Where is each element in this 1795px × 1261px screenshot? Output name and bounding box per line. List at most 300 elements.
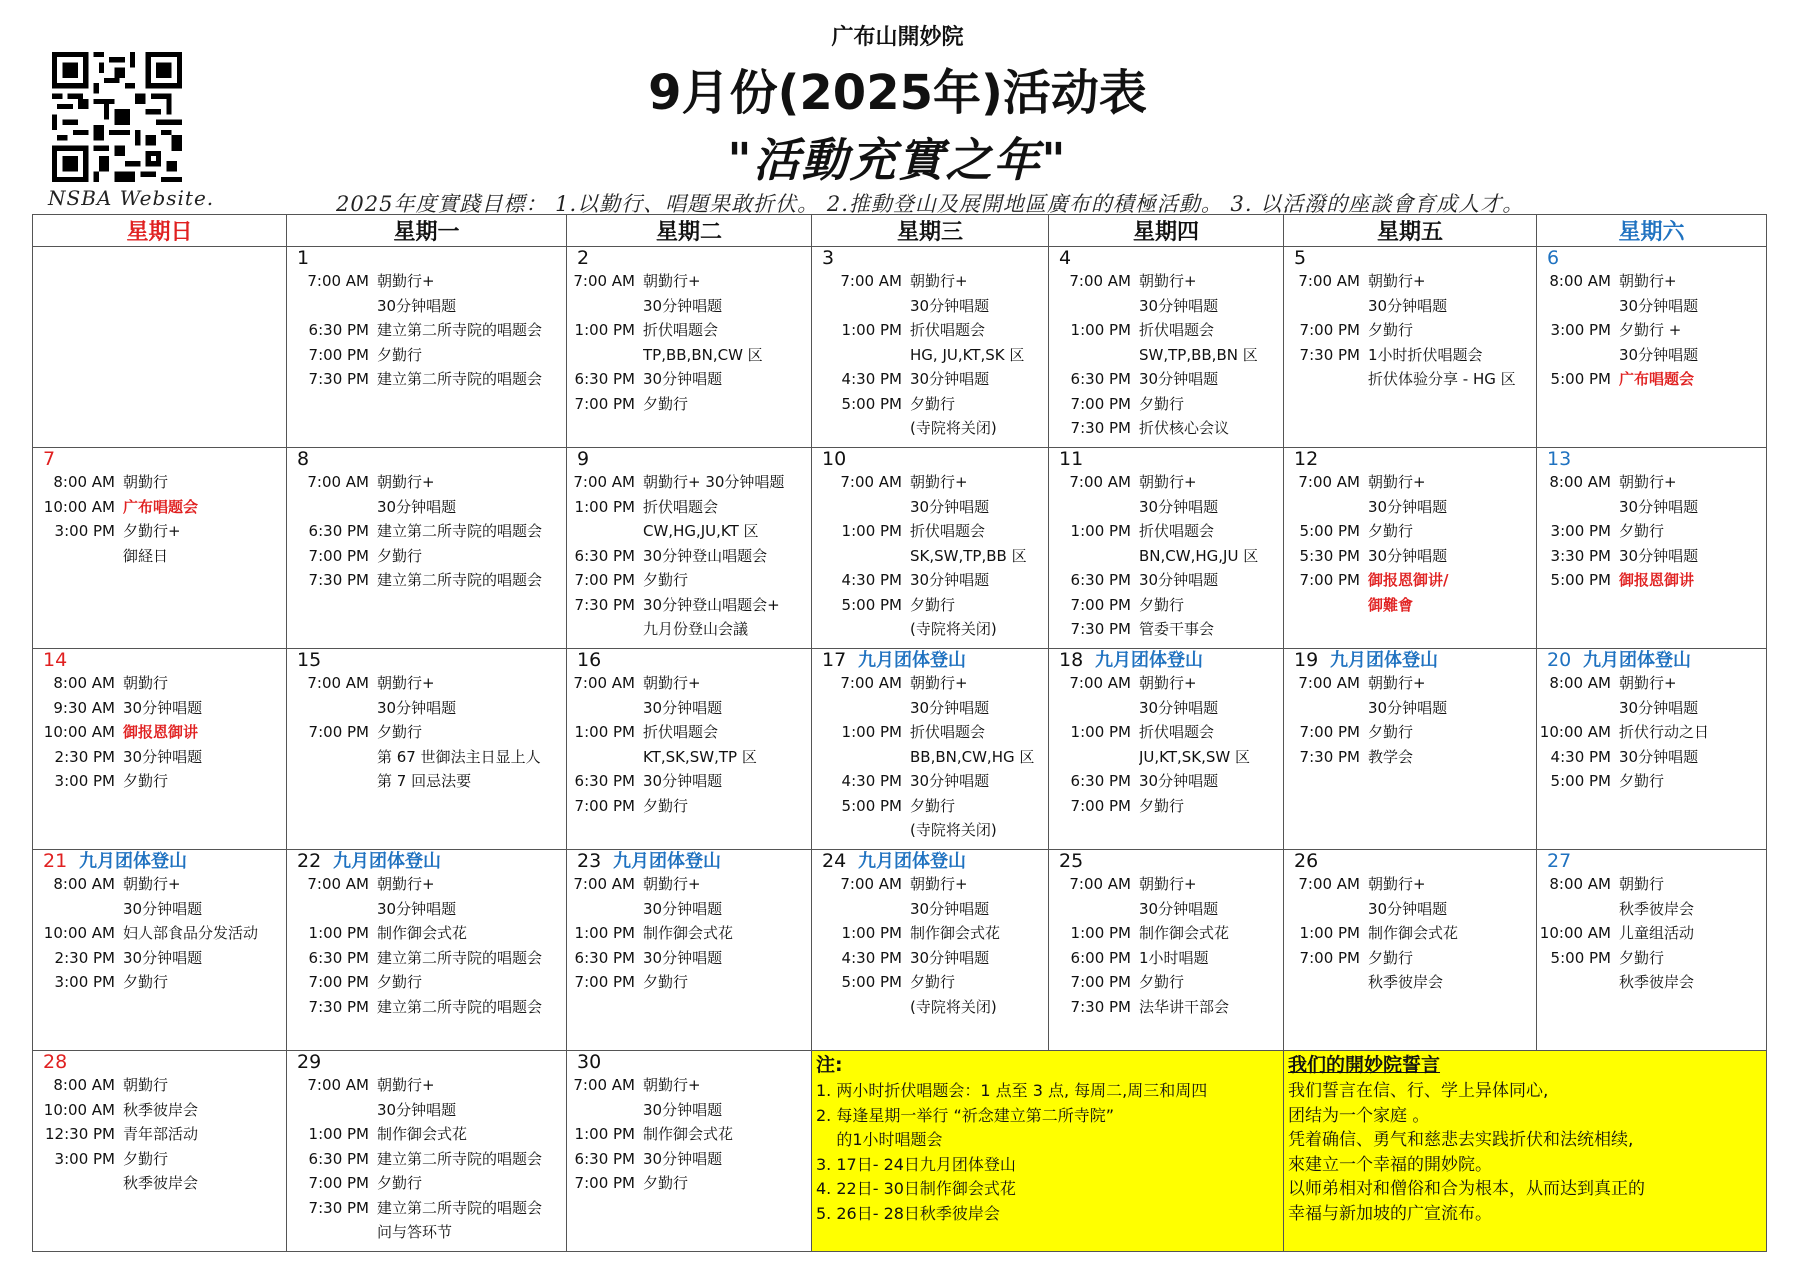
schedule-time: 5:00 PM xyxy=(841,394,902,413)
day-number-row xyxy=(1284,448,1536,470)
schedule-time xyxy=(812,416,910,441)
motto: "活動充實之年" xyxy=(727,133,1068,187)
schedule-time: 7:00 PM xyxy=(1299,948,1360,967)
day-number: 19 xyxy=(1294,649,1319,671)
schedule-item xyxy=(567,470,811,495)
schedule-activity: 30分钟唱题 xyxy=(377,1100,457,1119)
week-row xyxy=(33,850,1767,1051)
schedule-time: 7:00 AM xyxy=(573,473,635,491)
day-number-row xyxy=(567,247,811,269)
schedule-activity: 秋季彼岸会 xyxy=(123,1100,199,1119)
schedule-time: 7:00 PM xyxy=(308,345,369,364)
schedule-time: 7:00 PM xyxy=(574,973,635,991)
schedule-item xyxy=(1049,671,1283,696)
schedule-item xyxy=(1537,544,1766,569)
schedule-time xyxy=(1284,696,1368,721)
schedule-activity: 30分钟唱题 xyxy=(910,948,990,967)
schedule-activity: 30分钟唱题 xyxy=(377,899,457,918)
schedule-activity: 秋季彼岸会 xyxy=(1619,899,1695,918)
schedule-activity: HG, JU,KT,SK 区 xyxy=(910,345,1025,364)
schedule-time: 7:30 PM xyxy=(1070,997,1131,1016)
schedule-item xyxy=(1284,696,1536,721)
schedule-activity: 30分钟唱题 xyxy=(910,370,990,388)
schedule-time: 4:30 PM xyxy=(841,772,902,790)
schedule-time: 6:00 PM xyxy=(1070,948,1131,967)
schedule-activity: 朝勤行+ xyxy=(1619,674,1677,692)
schedule-item xyxy=(567,367,811,392)
schedule-item xyxy=(1049,897,1283,922)
schedule-item xyxy=(1537,343,1766,368)
schedule-activity: SW,TP,BB,BN 区 xyxy=(1139,345,1258,364)
day-cell xyxy=(287,1051,567,1252)
schedule-item xyxy=(1537,470,1766,495)
schedule-item xyxy=(812,269,1048,294)
schedule-item xyxy=(567,1122,811,1147)
schedule-item xyxy=(287,544,566,569)
schedule-activity: 广布唱题会 xyxy=(1619,370,1695,388)
day-cell xyxy=(812,247,1049,448)
schedule-time: 1:00 PM xyxy=(1299,924,1360,942)
schedule-activity: 建立第二所寺院的唱题会 xyxy=(377,571,543,589)
schedule-time: 3:00 PM xyxy=(1550,321,1611,339)
schedule-time: 8:00 AM xyxy=(53,875,115,893)
schedule-activity: 夕勤行 xyxy=(910,595,956,614)
schedule-item xyxy=(1284,269,1536,294)
day-cell xyxy=(33,448,287,649)
schedule-time: 7:00 PM xyxy=(1070,796,1131,815)
schedule-item xyxy=(287,946,566,971)
day-event-label: 九月团体登山 xyxy=(333,851,441,872)
schedule-activity: 夕勤行 xyxy=(377,973,423,991)
schedule-time xyxy=(33,544,123,569)
day-number: 24 xyxy=(822,850,847,872)
schedule-activity: 广布唱题会 xyxy=(123,497,199,516)
schedule-item xyxy=(33,769,286,794)
schedule-item xyxy=(33,671,286,696)
schedule-activity: 法华讲干部会 xyxy=(1139,997,1230,1016)
schedule-activity: 建立第二所寺院的唱题会 xyxy=(377,321,543,339)
week-row xyxy=(33,649,1767,850)
schedule-time: 7:00 AM xyxy=(1298,875,1360,893)
schedule-item xyxy=(33,1171,286,1196)
schedule-item xyxy=(812,617,1048,642)
schedule-item xyxy=(812,671,1048,696)
day-number-row xyxy=(812,649,1048,671)
schedule-item xyxy=(1537,921,1766,946)
schedule-time: 6:30 PM xyxy=(308,321,369,339)
schedule-item xyxy=(567,794,811,819)
day-number: 15 xyxy=(297,649,322,671)
schedule-item xyxy=(812,696,1048,721)
day-cell xyxy=(33,850,287,1051)
schedule-item xyxy=(1537,495,1766,520)
schedule-time xyxy=(812,495,910,520)
schedule-time xyxy=(1049,544,1139,569)
day-number: 25 xyxy=(1059,850,1084,872)
schedule-item xyxy=(287,470,566,495)
schedule-time xyxy=(287,1220,377,1245)
schedule-activity: 折伏唱题会 xyxy=(910,522,986,540)
day-cell xyxy=(287,448,567,649)
day-number: 20 xyxy=(1547,649,1572,671)
schedule-activity: 秋季彼岸会 xyxy=(1619,973,1695,991)
schedule-item xyxy=(567,872,811,897)
day-number-row xyxy=(812,850,1048,872)
schedule-activity: 建立第二所寺院的唱题会 xyxy=(377,522,543,540)
schedule-time xyxy=(812,745,910,770)
day-event-label: 九月团体登山 xyxy=(858,851,966,872)
schedule-activity: 建立第二所寺院的唱题会 xyxy=(377,997,543,1016)
schedule-time: 6:30 PM xyxy=(1070,772,1131,790)
schedule-activity: 夕勤行 + xyxy=(1619,321,1682,339)
schedule-activity: 夕勤行 xyxy=(1139,973,1185,991)
schedule-time xyxy=(1537,495,1619,520)
schedule-time: 1:00 PM xyxy=(574,723,635,741)
schedule-time: 3:30 PM xyxy=(1550,546,1611,565)
notes-box xyxy=(812,1051,1284,1252)
schedule-activity: 建立第二所寺院的唱题会 xyxy=(377,1149,543,1168)
day-cell xyxy=(33,649,287,850)
schedule-time xyxy=(1537,343,1619,368)
schedule-item xyxy=(567,671,811,696)
day-number: 1 xyxy=(297,247,310,269)
schedule-time: 7:00 AM xyxy=(840,875,902,893)
schedule-item xyxy=(812,495,1048,520)
day-cell xyxy=(812,448,1049,649)
schedule-activity: 折伏唱题会 xyxy=(910,723,986,741)
day-number-row xyxy=(1284,649,1536,671)
schedule-item xyxy=(1284,745,1536,770)
schedule-time xyxy=(567,1098,643,1123)
day-cell xyxy=(1284,247,1537,448)
schedule-item xyxy=(33,872,286,897)
schedule-item xyxy=(33,544,286,569)
schedule-item xyxy=(1284,318,1536,343)
day-number: 7 xyxy=(43,448,56,470)
schedule-item xyxy=(1537,294,1766,319)
weekday-header: 星期四 xyxy=(1049,215,1284,247)
annual-goals: 2025年度實踐目標： 1.以勤行、唱題果敢折伏。 2.推動登山及展開地區廣布的積極活動。 3. 以活潑的座談會育成人才。 xyxy=(336,192,1525,216)
schedule-activity: 朝勤行+ xyxy=(643,875,701,893)
schedule-activity: 教学会 xyxy=(1368,747,1414,766)
schedule-time: 7:00 PM xyxy=(1299,571,1360,589)
schedule-item xyxy=(287,1122,566,1147)
schedule-item xyxy=(287,897,566,922)
schedule-activity: 夕勤行 xyxy=(123,1149,169,1168)
schedule-activity: 30分钟唱题 xyxy=(643,772,723,790)
pledge-line: 來建立一个幸福的開妙院。 xyxy=(1288,1154,1492,1175)
schedule-item xyxy=(33,745,286,770)
schedule-activity: 秋季彼岸会 xyxy=(123,1174,199,1192)
schedule-item xyxy=(812,416,1048,441)
schedule-item xyxy=(1049,318,1283,343)
schedule-item xyxy=(567,343,811,368)
schedule-time: 3:00 PM xyxy=(54,522,115,540)
schedule-activity: 夕勤行 xyxy=(1619,772,1665,790)
day-number: 22 xyxy=(297,850,322,872)
schedule-activity: 1小时唱题 xyxy=(1139,948,1209,967)
day-number: 6 xyxy=(1547,247,1560,269)
schedule-time: 5:30 PM xyxy=(1299,546,1360,565)
schedule-item xyxy=(1049,946,1283,971)
schedule-activity: 30分钟登山唱题会 xyxy=(643,546,768,565)
day-cell xyxy=(1284,448,1537,649)
schedule-activity: 建立第二所寺院的唱题会 xyxy=(377,370,543,388)
day-number-row xyxy=(33,850,286,872)
schedule-activity: 朝勤行+ xyxy=(643,272,701,290)
schedule-time: 7:00 AM xyxy=(1069,674,1131,692)
schedule-activity: 朝勤行+ xyxy=(1139,674,1197,692)
schedule-activity: 朝勤行+ xyxy=(643,1076,701,1094)
schedule-item xyxy=(567,519,811,544)
schedule-item xyxy=(33,1098,286,1123)
day-cell xyxy=(1049,247,1284,448)
schedule-activity: 30分钟唱题 xyxy=(643,899,723,918)
schedule-activity: SK,SW,TP,BB 区 xyxy=(910,546,1027,565)
schedule-activity: 30分钟唱题 xyxy=(1619,497,1699,516)
schedule-activity: 30分钟唱题 xyxy=(643,370,723,388)
notes-line: 2. 每逢星期一举行 “祈念建立第二所寺院” xyxy=(816,1105,1115,1125)
day-cell xyxy=(567,649,812,850)
schedule-activity: 1小时折伏唱题会 xyxy=(1368,345,1483,364)
weekday-header: 星期六 xyxy=(1537,215,1767,247)
weekday-header: 星期一 xyxy=(287,215,567,247)
schedule-time: 10:00 AM xyxy=(43,924,115,942)
schedule-item xyxy=(812,818,1048,843)
schedule-time xyxy=(812,897,910,922)
schedule-time: 7:00 PM xyxy=(574,571,635,589)
schedule-item xyxy=(812,970,1048,995)
schedule-activity: 朝勤行+ xyxy=(910,473,968,491)
schedule-activity: 30分钟唱题 xyxy=(1139,370,1219,388)
schedule-item xyxy=(812,872,1048,897)
day-cell xyxy=(812,649,1049,850)
schedule-activity: 建立第二所寺院的唱题会 xyxy=(377,948,543,967)
notes-line: 1. 两小时折伏唱题会：1 点至 3 点, 每周二,周三和周四 xyxy=(816,1081,1208,1100)
schedule-item xyxy=(287,769,566,794)
schedule-activity: 夕勤行 xyxy=(643,394,689,413)
day-number-row xyxy=(287,247,566,269)
schedule-item xyxy=(1284,921,1536,946)
schedule-activity: 夕勤行 xyxy=(1368,948,1414,967)
schedule-time: 7:30 PM xyxy=(1070,419,1131,437)
schedule-activity: 朝勤行+ xyxy=(1368,272,1426,290)
schedule-item xyxy=(287,1171,566,1196)
schedule-time xyxy=(1284,970,1368,995)
schedule-item xyxy=(812,294,1048,319)
day-number: 27 xyxy=(1547,850,1572,872)
schedule-activity: 折伏核心会议 xyxy=(1139,419,1230,437)
day-cell xyxy=(1284,850,1537,1051)
schedule-time xyxy=(1537,970,1619,995)
schedule-time: 5:00 PM xyxy=(1550,948,1611,967)
schedule-item xyxy=(287,294,566,319)
pledge-line: 以师弟相对和僧俗和合为根本，从而达到真正的 xyxy=(1288,1179,1645,1199)
schedule-item xyxy=(33,470,286,495)
schedule-item xyxy=(567,269,811,294)
schedule-activity: 30分钟唱题 xyxy=(1619,296,1699,315)
schedule-time xyxy=(287,294,377,319)
schedule-activity: 御経日 xyxy=(123,546,169,565)
schedule-activity: 30分钟唱题 xyxy=(1368,546,1448,565)
schedule-activity: 妇人部食品分发活动 xyxy=(123,924,259,942)
schedule-activity: 折伏唱题会 xyxy=(1139,321,1215,339)
schedule-activity: 30分钟唱题 xyxy=(910,772,990,790)
schedule-item xyxy=(1049,617,1283,642)
schedule-time: 6:30 PM xyxy=(308,522,369,540)
schedule-activity: 制作御会式花 xyxy=(377,1125,468,1143)
day-number: 8 xyxy=(297,448,310,470)
schedule-item xyxy=(1537,519,1766,544)
schedule-item xyxy=(1284,593,1536,618)
schedule-item xyxy=(33,519,286,544)
schedule-time xyxy=(1049,343,1139,368)
day-cell xyxy=(287,247,567,448)
schedule-activity: 夕勤行 xyxy=(1139,796,1185,815)
schedule-item xyxy=(1049,745,1283,770)
schedule-activity: 折伏唱题会 xyxy=(643,497,719,516)
schedule-activity: 制作御会式花 xyxy=(377,924,468,942)
schedule-activity: 30分钟唱题 xyxy=(643,698,723,717)
schedule-time xyxy=(287,696,377,721)
schedule-time: 10:00 AM xyxy=(43,1100,115,1119)
schedule-time: 1:00 PM xyxy=(308,924,369,942)
schedule-time: 1:00 PM xyxy=(1070,723,1131,741)
day-number: 12 xyxy=(1294,448,1319,470)
schedule-item xyxy=(812,921,1048,946)
schedule-time: 8:00 AM xyxy=(1549,473,1611,491)
schedule-activity: 朝勤行+ xyxy=(1139,272,1197,290)
day-number-row xyxy=(287,448,566,470)
notes-title: 注: xyxy=(816,1054,843,1076)
schedule-time: 1:00 PM xyxy=(841,924,902,942)
schedule-time: 3:00 PM xyxy=(54,973,115,991)
day-number: 29 xyxy=(297,1051,322,1073)
schedule-item xyxy=(287,1098,566,1123)
schedule-item xyxy=(567,593,811,618)
schedule-time: 10:00 AM xyxy=(1539,723,1611,741)
schedule-item xyxy=(287,970,566,995)
schedule-activity: 30分钟唱题 xyxy=(910,497,990,516)
day-number-row xyxy=(1537,850,1766,872)
day-event-label: 九月团体登山 xyxy=(1330,650,1438,671)
schedule-activity: 朝勤行+ xyxy=(377,1076,435,1094)
day-number-row xyxy=(567,850,811,872)
schedule-time: 7:00 PM xyxy=(1070,595,1131,614)
schedule-item xyxy=(1049,470,1283,495)
schedule-activity: (寺院将关闭) xyxy=(910,620,997,638)
schedule-time xyxy=(287,769,377,794)
schedule-activity: 第 67 世御法主日显上人 xyxy=(377,747,541,766)
schedule-activity: 30分钟唱题 xyxy=(1368,899,1448,918)
day-cell xyxy=(567,1051,812,1252)
schedule-item xyxy=(1537,897,1766,922)
schedule-time: 6:30 PM xyxy=(574,1149,635,1168)
schedule-activity: 问与答环节 xyxy=(377,1223,453,1241)
schedule-activity: 御报恩御讲/ xyxy=(1368,571,1449,589)
schedule-time: 7:30 PM xyxy=(308,370,369,388)
schedule-time: 5:00 PM xyxy=(1299,522,1360,540)
day-number: 3 xyxy=(822,247,835,269)
schedule-activity: 夕勤行 xyxy=(377,723,423,741)
schedule-item xyxy=(1049,970,1283,995)
schedule-activity: 夕勤行 xyxy=(910,796,956,815)
schedule-activity: 夕勤行 xyxy=(123,973,169,991)
schedule-activity: 夕勤行 xyxy=(123,772,169,790)
week-row xyxy=(33,247,1767,448)
pledge-line: 我们誓言在信、行、学上异体同心, xyxy=(1288,1081,1549,1101)
schedule-time: 4:30 PM xyxy=(841,571,902,589)
schedule-time: 8:00 AM xyxy=(53,1076,115,1094)
day-number-row xyxy=(1284,247,1536,269)
schedule-item xyxy=(567,617,811,642)
schedule-time xyxy=(812,294,910,319)
schedule-item xyxy=(812,367,1048,392)
schedule-item xyxy=(1049,769,1283,794)
schedule-time: 1:00 PM xyxy=(574,321,635,339)
schedule-time: 7:30 PM xyxy=(308,571,369,589)
schedule-time: 6:30 PM xyxy=(308,948,369,967)
schedule-item xyxy=(287,519,566,544)
schedule-time xyxy=(812,818,910,843)
schedule-time xyxy=(567,696,643,721)
schedule-activity: 夕勤行 xyxy=(910,394,956,413)
day-cell xyxy=(1537,448,1767,649)
schedule-item xyxy=(1284,519,1536,544)
schedule-time: 7:00 AM xyxy=(840,272,902,290)
schedule-time: 7:00 PM xyxy=(308,973,369,991)
schedule-time xyxy=(812,696,910,721)
schedule-item xyxy=(1049,367,1283,392)
schedule-item xyxy=(1537,946,1766,971)
schedule-activity: 30分钟登山唱题会+ xyxy=(643,595,780,614)
schedule-item xyxy=(567,294,811,319)
schedule-activity: 夕勤行 xyxy=(1139,595,1185,614)
schedule-activity: 30分钟唱题 xyxy=(1139,772,1219,790)
schedule-activity: 折伏唱题会 xyxy=(1139,522,1215,540)
day-number: 28 xyxy=(43,1051,68,1073)
schedule-time: 9:30 AM xyxy=(53,698,115,717)
schedule-time xyxy=(287,897,377,922)
schedule-activity: 30分钟唱题 xyxy=(910,296,990,315)
schedule-time: 1:00 PM xyxy=(574,497,635,516)
schedule-item xyxy=(1284,544,1536,569)
schedule-activity: 朝勤行+ xyxy=(1139,875,1197,893)
schedule-time: 7:30 PM xyxy=(1299,345,1360,364)
schedule-item xyxy=(567,1171,811,1196)
schedule-activity: 30分钟唱题 xyxy=(1139,571,1219,589)
schedule-activity: 制作御会式花 xyxy=(1139,924,1230,942)
schedule-item xyxy=(1537,318,1766,343)
schedule-item xyxy=(812,568,1048,593)
schedule-activity: 第 7 回忌法要 xyxy=(377,772,472,790)
schedule-activity: 夕勤行 xyxy=(1139,394,1185,413)
schedule-item xyxy=(287,1147,566,1172)
schedule-activity: 制作御会式花 xyxy=(643,924,734,942)
notes-line: 5. 26日- 28日秋季彼岸会 xyxy=(816,1203,1000,1223)
schedule-activity: 夕勤行 xyxy=(377,1174,423,1192)
schedule-item xyxy=(812,519,1048,544)
schedule-time xyxy=(287,745,377,770)
day-cell xyxy=(287,649,567,850)
schedule-item xyxy=(1537,568,1766,593)
day-event-label: 九月团体登山 xyxy=(1095,650,1203,671)
day-number-row xyxy=(287,850,566,872)
schedule-activity: 30分钟唱题 xyxy=(643,1100,723,1119)
schedule-item xyxy=(1537,720,1766,745)
schedule-activity: 30分钟唱题 xyxy=(643,296,723,315)
schedule-activity: KT,SK,SW,TP 区 xyxy=(643,747,757,766)
